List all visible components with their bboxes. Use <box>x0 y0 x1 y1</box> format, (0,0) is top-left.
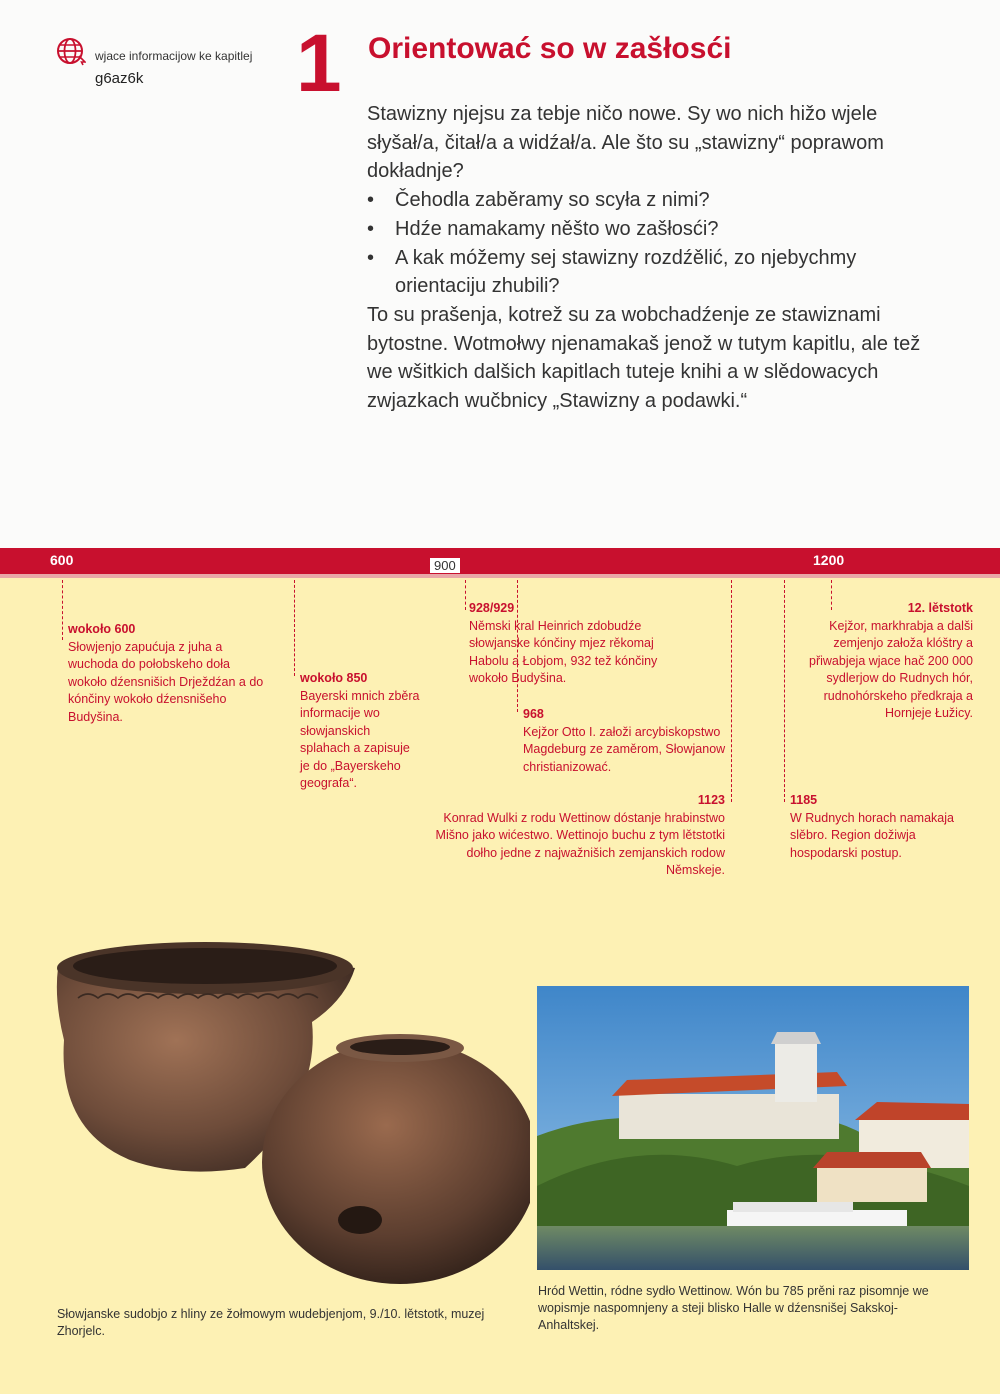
event-date: 1123 <box>697 793 725 807</box>
event-text: Bayerski mnich zběra informacije wo słowjanskich splahach a zapisuje je do „Bayerskeho geografa“. <box>300 688 420 790</box>
event-date: 12. lětstotk <box>907 601 973 615</box>
clay-vessels-photo <box>50 930 530 1290</box>
event-date: wokoło 850 <box>300 671 368 685</box>
chapter-title: Orientować so w zašłosći <box>368 32 732 65</box>
event-text: Kejžor, markhrabja a dalši zemjenjo załoža klóštry a přiwabjeja wjace hač 200 000 sydlerjow do Rudnych hór, rudnohórskeho předkraja a Hornjeje Łužicy. <box>809 618 973 720</box>
timeline-band <box>0 548 1000 574</box>
timeline-connector <box>62 580 63 640</box>
event-text: Słowjenjo zapućuja z juha a wuchoda do połobskeho doła wokoło dźensnišich Drježdźan a do kónčiny wokoło dźensnišeho Budyšina. <box>68 639 264 724</box>
timeline-band-shade <box>0 574 1000 578</box>
web-code: g6az6k <box>95 70 144 87</box>
event-text: Němski kral Heinrich zdobudźe słowjanske kónčiny mjez rěkomaj Habolu a Łobjom, 932 tež kónčiny wokoło Budyšina. <box>469 618 658 685</box>
question-list <box>367 186 947 301</box>
tick-label-600: 600 <box>50 552 74 568</box>
castle-wettin-photo <box>537 986 969 1270</box>
tick-label-900: 900 <box>430 558 460 573</box>
event-date: 1185 <box>790 793 818 807</box>
timeline-connector <box>784 580 785 802</box>
timeline-event <box>430 792 725 880</box>
castle-caption: Hród Wettin, ródne sydło Wettinow. Wón bu 785 prěni raz pisomnje we wopismje naspomnjeny a steji blisko Halle w dźensnišej Sakskoj-Anhaltskej. <box>538 1284 929 1332</box>
intro-text <box>367 100 947 416</box>
timeline-event <box>790 792 966 862</box>
timeline-event <box>300 670 422 793</box>
intro-closing: To su prašenja, kotrež su za wobchadźenje ze stawiznami bytostne. Wotmołwy njenamakaš jenož w tutym kapitlu, ale tež we wšitkich dalšich kapitlach tuteje knihi a w slědowacych zwjazkach wučbnicy „Stawizny a podawki.“ <box>367 303 921 413</box>
event-text: Kejžor Otto I. załoži arcybiskopstwo Magdeburg ze zaměrom, Słowjanow christianizować. <box>523 724 726 774</box>
event-date: 928/929 <box>469 601 515 615</box>
timeline-event <box>68 621 268 726</box>
event-text: W Rudnych horach namakaja slěbro. Region dožiwja hospodarski postup. <box>790 810 954 860</box>
question-item: • A kak móžemy sej stawizny rozdźělić, zo njebychmy orientaciju zhubili? <box>367 246 857 298</box>
question-item: • Čehodla zaběramy so scyła z nimi? <box>367 189 710 212</box>
timeline-event <box>469 600 669 688</box>
timeline-event <box>523 706 755 776</box>
chapter-number: 1 <box>296 18 342 109</box>
event-date: 968 <box>523 707 544 721</box>
question-item: • Hdźe namakamy něšto wo zašłosći? <box>367 217 719 240</box>
more-info-label[interactable]: wjace informacijow ke kapitlej <box>95 49 253 63</box>
pots-caption: Słowjanske sudobjo z hliny ze žołmowym wudebjenjom, 9./10. lětstotk, muzej Zhorjelc. <box>57 1307 485 1338</box>
timeline-event <box>805 600 973 723</box>
globe-icon[interactable] <box>56 36 86 66</box>
intro-lead: Stawizny njejsu za tebje ničo nowe. Sy wo nich hižo wjele słyšał/a, čitał/a a widźał/a. Ale što su „stawizny“ poprawom dokładnje? <box>367 103 884 183</box>
event-text: Konrad Wulki z rodu Wettinow dóstanje hrabinstwo Mišno jako wićestwo. Wettinojo buchu z tym lětstotki dołho jedne z najwažnišich zemjanskich rodow Němskeje. <box>435 810 725 877</box>
event-date: wokoło 600 <box>68 622 136 636</box>
timeline-connector <box>294 580 295 676</box>
timeline-connector <box>465 580 466 610</box>
tick-label-1200: 1200 <box>813 552 845 568</box>
